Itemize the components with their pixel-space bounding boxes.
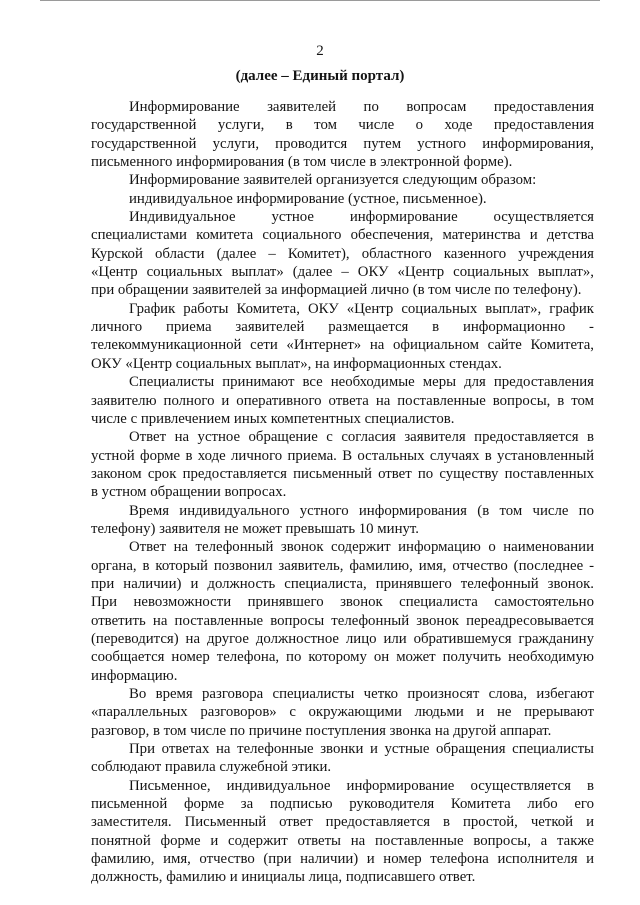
- paragraph: [91, 373, 594, 428]
- paragraph-line: соблюдают правила служебной этики.: [91, 759, 332, 776]
- paragraph-line: понятной форме и содержит ответы на поставленные вопросы, а также: [91, 832, 594, 849]
- paragraph-line: Ответ на телефонный звонок содержит информацию о наименовании: [129, 539, 594, 556]
- paragraph: [91, 777, 594, 887]
- paragraph: [91, 740, 594, 777]
- paragraph-line: законом срок предоставляется письменный ответ по существу поставленных: [91, 465, 594, 482]
- paragraph: [91, 98, 594, 171]
- paragraph-line: должность, фамилию и инициалы лица, подписавшего ответ.: [91, 869, 476, 886]
- paragraph-line: «Центр социальных выплат» (далее – ОКУ «Центр социальных выплат»,: [91, 264, 594, 281]
- paragraph-line: телекоммуникационной сети «Интернет» на официальном сайте Комитета,: [91, 337, 594, 354]
- paragraph: [91, 190, 594, 208]
- paragraph-line: фамилию, имя, отчество (при наличии) и номер телефона исполнителя и: [91, 851, 594, 868]
- paragraph-line: индивидуальное информирование (устное, письменное).: [129, 190, 487, 207]
- paragraph: [91, 502, 594, 539]
- paragraph: [91, 685, 594, 740]
- page-number: 2: [316, 43, 324, 59]
- paragraph-line: органа, в который позвонил заявитель, фамилию, имя, отчество (последнее -: [91, 557, 594, 574]
- paragraph-line: ОКУ «Центр социальных выплат», на информационных стендах.: [91, 355, 502, 372]
- paragraph-line: Специалисты принимают все необходимые меры для предоставления: [129, 374, 594, 391]
- paragraph-line: в устном обращении вопросах.: [91, 484, 287, 501]
- paragraph-line: Во время разговора специалисты четко произносят слова, избегают: [129, 686, 594, 702]
- paragraph-line: при обращении заявителей за информацией лично (в том числе по телефону).: [91, 282, 582, 299]
- paragraph-line: государственной услуги, в том числе о ходе предоставления: [91, 117, 594, 134]
- paragraph-line: (переводится) на другое должностное лицо или обратившемуся гражданину: [91, 630, 594, 647]
- paragraph-line: Информирование заявителей по вопросам предоставления: [129, 99, 594, 115]
- paragraph-line: заявителю полного и оперативного ответа на поставленные вопросы, в том: [91, 392, 594, 409]
- paragraph-line: личного приема заявителей размещается в информационно -: [91, 319, 594, 336]
- paragraph-line: Письменное, индивидуальное информирование осуществляется в: [129, 777, 594, 794]
- paragraph-line: «параллельных разговоров» с окружающими людьми и не прерывают: [91, 704, 594, 721]
- paragraph-line: государственной услуги, проводится путем устного информирования,: [91, 135, 594, 152]
- paragraph: [91, 171, 594, 189]
- paragraph-line: При невозможности принявшего звонок специалиста самостоятельно: [91, 594, 594, 611]
- paragraph-line: Ответ на устное обращение с согласия заявителя предоставляется в: [129, 429, 594, 446]
- paragraph-line: Информирование заявителей организуется следующим образом:: [129, 172, 537, 189]
- top-rule: [40, 0, 600, 1]
- paragraph: [91, 428, 594, 501]
- paragraph-line: Индивидуальное устное информирование осуществляется: [129, 209, 594, 226]
- paragraph-line: устной форме в ходе личного приема. В остальных случаях в установленный: [91, 447, 594, 464]
- paragraph-line: числе с привлечением иных компетентных специалистов.: [91, 410, 455, 427]
- paragraph-line: сообщается номер телефона, по которому он может получить необходимую: [91, 649, 594, 666]
- paragraph-line: информацию.: [91, 667, 178, 684]
- paragraph-line: при наличии) и должность специалиста, принявшего телефонный звонок.: [91, 575, 594, 592]
- paragraph-line: специалистами комитета социального обеспечения, материнства и детства: [91, 227, 594, 244]
- paragraph-line: письменного информирования (в том числе в электронной форме).: [91, 154, 513, 171]
- paragraph-line: разговор, в том числе по причине поступления звонка на другой аппарат.: [91, 722, 552, 739]
- paragraph: [91, 538, 594, 685]
- paragraph-line: заместителя. Письменный ответ предоставляется в простой, четкой и: [91, 814, 594, 831]
- paragraph-line: письменной форме за подписью руководителя Комитета либо его: [91, 796, 594, 813]
- paragraph-line: Курской области (далее – Комитет), областного казенного учреждения: [91, 245, 594, 262]
- paragraph-line: телефону) заявителя не может превышать 10 минут.: [91, 520, 419, 537]
- paragraph-line: График работы Комитета, ОКУ «Центр социальных выплат», график: [129, 300, 594, 317]
- paragraph-line: Время индивидуального устного информирования (в том числе по: [129, 502, 594, 519]
- paragraph-line: При ответах на телефонные звонки и устные обращения специалисты: [129, 741, 594, 758]
- paragraph: [91, 208, 594, 300]
- page-heading: (далее – Единый портал): [235, 68, 405, 84]
- document-body: [91, 98, 594, 887]
- paragraph: [91, 300, 594, 373]
- paragraph-line: ответить на поставленные вопросы телефонный звонок переадресовывается: [91, 612, 594, 629]
